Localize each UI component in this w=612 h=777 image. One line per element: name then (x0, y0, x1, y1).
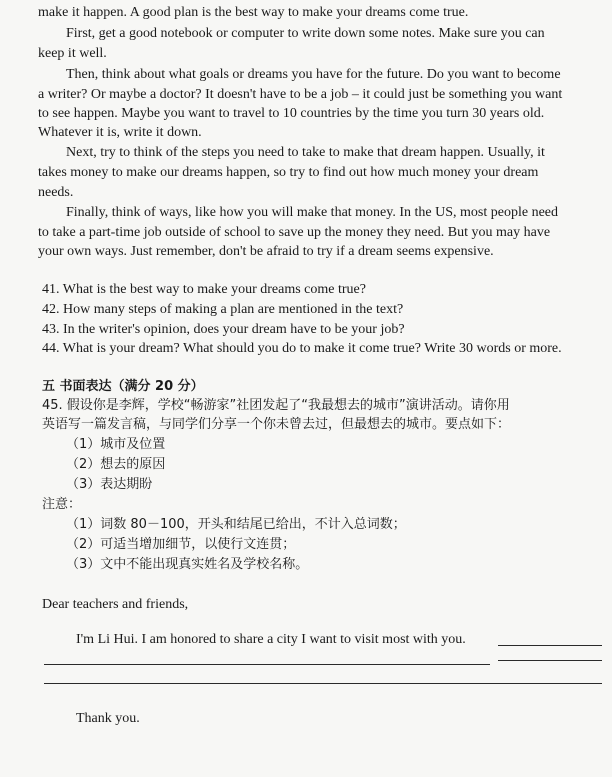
passage-line: your own ways. Just remember, don't be afraid to try if a dream seems expensive. (38, 244, 494, 259)
passage-line: Whatever it is, write it down. (38, 125, 202, 140)
section-heading: 五 书面表达（满分 20 分） (42, 379, 204, 394)
letter-closing: Thank you. (76, 711, 140, 726)
passage-line: to take a part-time job outside of school to save up the money they need. But you may have (38, 225, 551, 240)
note-item: （3）文中不能出现真实姓名及学校名称。 (66, 557, 309, 572)
passage-line: Finally, think of ways, like how you will make that money. In the US, most people need (66, 205, 558, 220)
note-item: （2）可适当增加细节，以使行文连贯； (66, 537, 296, 552)
passage-line: keep it well. (38, 46, 107, 61)
question-41: 41. What is the best way to make your dreams come true? (42, 282, 366, 297)
passage-line: takes money to make our dreams happen, so try to find out how much money your dream (38, 165, 539, 180)
question-42: 42. How many steps of making a plan are mentioned in the text? (42, 302, 404, 317)
point-item: （2）想去的原因 (66, 457, 166, 472)
passage-line: Then, think about what goals or dreams you have for the future. Do you want to become (66, 67, 561, 82)
answer-line[interactable] (44, 683, 602, 684)
answer-line[interactable] (44, 664, 490, 665)
answer-line[interactable] (498, 645, 602, 646)
answer-line[interactable] (498, 660, 602, 661)
question-43: 43. In the writer's opinion, does your dream have to be your job? (42, 322, 405, 337)
passage-line: Next, try to think of the steps you need to take to make that dream happen. Usually, it (66, 145, 545, 160)
notes-label: 注意： (42, 497, 82, 512)
passage-line: to see happen. Maybe you want to travel to 10 countries by the time you turn 30 years old. (38, 106, 545, 121)
note-item: （1）词数 80－100，开头和结尾已给出，不计入总词数； (66, 517, 406, 532)
point-item: （3）表达期盼 (66, 477, 153, 492)
passage-line: needs. (38, 185, 74, 200)
writing-prompt: 英语写一篇发言稿，与同学们分享一个你未曾去过，但最想去的城市。要点如下： (42, 417, 511, 432)
point-item: （1）城市及位置 (66, 437, 166, 452)
letter-opening: I'm Li Hui. I am honored to share a city I want to visit most with you. (76, 632, 466, 647)
passage-line: make it happen. A good plan is the best way to make your dreams come true. (38, 5, 469, 20)
question-44: 44. What is your dream? What should you do to make it come true? Write 30 words or more. (42, 341, 562, 356)
passage-line: a writer? Or maybe a doctor? It doesn't have to be a job – it could just be something you want (38, 87, 563, 102)
passage-line: First, get a good notebook or computer to write down some notes. Make sure you can (66, 26, 545, 41)
letter-greeting: Dear teachers and friends, (42, 597, 189, 612)
writing-prompt: 45. 假设你是李辉，学校“畅游家”社团发起了“我最想去的城市”演讲活动。请你用 (42, 398, 510, 413)
